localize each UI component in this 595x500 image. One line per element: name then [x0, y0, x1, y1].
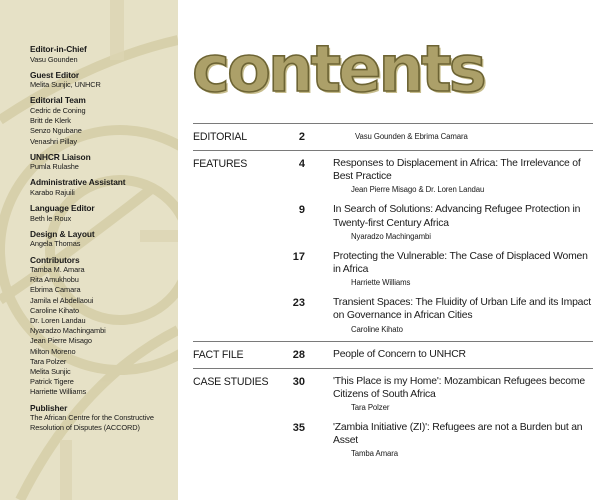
section-label: CASE STUDIES — [193, 375, 269, 388]
credit-person: Cedric de Coning — [30, 105, 86, 115]
toc-entry[interactable] — [193, 157, 593, 195]
credit-person: Patrick Tigere — [30, 377, 74, 387]
page-number: 9 — [298, 204, 305, 217]
table-of-contents — [193, 123, 593, 465]
credit-person: Britt de Klerk — [30, 116, 71, 126]
credit-group — [30, 403, 175, 434]
credit-person: Dr. Loren Landau — [30, 316, 86, 326]
credit-person: Tamba M. Amara — [30, 265, 85, 275]
toc-section — [193, 150, 593, 341]
toc-section — [193, 368, 593, 466]
credit-person: Beth le Roux — [30, 213, 72, 223]
credit-group — [30, 95, 175, 146]
credit-person: Jamila el Abdellaoui — [30, 295, 94, 305]
article-author: Tara Polzer — [351, 403, 390, 413]
article-author: Vasu Gounden & Ebrima Camara — [355, 132, 468, 141]
credit-person: Caroline Kihato — [30, 305, 80, 315]
section-label: EDITORIAL — [193, 131, 247, 143]
credit-role: Publisher — [30, 402, 68, 413]
credit-person: Nyaradzo Machingambi — [30, 326, 106, 336]
toc-section — [193, 341, 593, 368]
credit-role: Guest Editor — [30, 69, 80, 80]
credit-group — [30, 44, 175, 65]
toc-entry[interactable] — [193, 375, 593, 413]
page-number: 17 — [292, 250, 305, 263]
article-author: Harriette Williams — [351, 278, 411, 288]
credit-group — [30, 70, 175, 91]
article-title: 'This Place is my Home': Mozambican Refugees become Citizens of South Africa — [333, 375, 585, 400]
article-title: People of Concern to UNHCR — [333, 348, 466, 360]
credit-person: Karabo Rajuili — [30, 187, 75, 197]
credits-list — [30, 44, 175, 439]
page-number: 28 — [292, 348, 305, 361]
credit-person: Jean Pierre Misago — [30, 336, 92, 346]
credit-person: Tara Polzer — [30, 356, 67, 366]
credit-role: Design & Layout — [30, 228, 95, 239]
page-number: 2 — [298, 131, 305, 143]
toc-entry[interactable] — [193, 250, 593, 288]
page-number: 23 — [292, 297, 305, 310]
credit-person: Resolution of Disputes (ACCORD) — [30, 423, 140, 433]
credit-person: The African Centre for the Constructive — [30, 413, 154, 423]
credit-role: UNHCR Liaison — [30, 151, 91, 162]
credit-role: Editorial Team — [30, 95, 86, 106]
credit-role: Editor-in-Chief — [30, 44, 87, 54]
toc-entry[interactable] — [193, 203, 593, 241]
article-title: Transient Spaces: The Fluidity of Urban Life and its Impact on Governance in African Cities — [333, 297, 591, 322]
section-label: FEATURES — [193, 158, 248, 170]
credit-group — [30, 229, 175, 250]
credit-person: Rita Amukhobu — [30, 275, 79, 285]
article-title: Protecting the Vulnerable: The Case of Displaced Women in Africa — [333, 250, 588, 276]
credit-person: Harriette Williams — [30, 387, 87, 397]
credit-role: Administrative Assistant — [30, 177, 126, 188]
page-number: 35 — [292, 422, 305, 435]
toc-entry[interactable] — [193, 296, 593, 334]
article-title: In Search of Solutions: Advancing Refugee Protection in Twenty-first Century Africa — [333, 204, 581, 229]
credit-person: Senzo Ngubane — [30, 126, 82, 136]
page-number: 30 — [292, 375, 305, 388]
article-author: Caroline Kihato — [351, 324, 403, 334]
credits-sidebar — [0, 0, 178, 500]
credit-group — [30, 152, 175, 173]
credit-person: Melita Sunjic — [30, 367, 71, 377]
credit-person: Venashri Pillay — [30, 136, 77, 146]
article-author: Jean Pierre Misago & Dr. Loren Landau — [351, 185, 485, 195]
credit-role: Contributors — [30, 254, 80, 265]
toc-section — [193, 123, 593, 150]
credit-person: Angela Thomas — [30, 239, 81, 249]
article-title: 'Zambia Initiative (ZI)': Refugees are not a Burden but an Asset — [333, 422, 583, 447]
page-number: 4 — [298, 158, 305, 170]
credit-person: Milton Moreno — [30, 346, 76, 356]
toc-entry[interactable] — [193, 421, 593, 459]
article-title: Responses to Displacement in Africa: The Irrelevance of Best Practice — [333, 158, 581, 183]
credit-person: Pumla Rulashe — [30, 162, 79, 172]
article-author: Tamba Amara — [351, 449, 399, 459]
toc-entry[interactable] — [193, 348, 593, 362]
credit-group — [30, 177, 175, 198]
contents-heading: contents — [192, 33, 484, 107]
credit-group — [30, 255, 175, 398]
credit-person: Vasu Gounden — [30, 54, 78, 64]
article-author: Nyaradzo Machingambi — [351, 231, 431, 241]
section-label: FACT FILE — [193, 348, 244, 361]
toc-entry[interactable] — [193, 130, 593, 144]
credit-person: Melita Sunjic, UNHCR — [30, 80, 101, 90]
credit-role: Language Editor — [30, 203, 95, 214]
credit-group — [30, 203, 175, 224]
credit-person: Ebrima Camara — [30, 285, 81, 295]
